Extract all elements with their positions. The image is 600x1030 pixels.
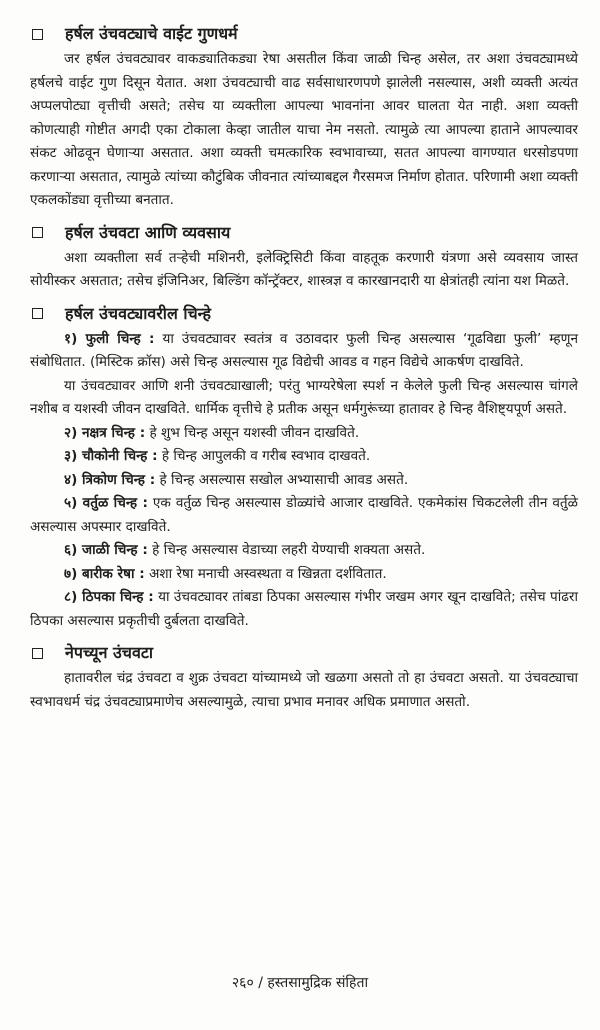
- sign-item: [30, 328, 578, 375]
- heading-text: हर्षल उंचवट्यावरील चिन्हे: [65, 303, 211, 323]
- paragraph: जर हर्षल उंचवट्यावर वाकड्यातिकड्या रेषा असतील किंवा जाळी चिन्ह असेल, तर अशा उंचवट्यामध्ये हर्षलचे वाईट गुण दिसून येतात. अशा उंचवट्याची वाढ सर्वसाधारणपणे झालेली नसल्यास, अशी व्यक्ती अत्यंत अप्पलपोट्या वृत्तीची असते; तसेच या व्यक्तीला आपल्या भावनांना आवर घालता येत नाही. अशा व्यक्ती कोणत्याही गोष्टीत अगदी एका टोकाला केव्हा जातील याचा नेम नसतो. त्यामुळे त्या आपल्या हाताने आपल्यावर संकट ओढवून घेणाऱ्या असतात. अशा व्यक्ती चमत्कारिक स्वभावाच्या, सतत आपल्या वागण्यात धरसोडपणा करणाऱ्या असतात, त्यामुळे त्यांच्या कौटुंबिक जीवनात त्यांच्याबद्दल गैरसमज निर्माण होतात. परिणामी अशा व्यक्ती एकलकोंड्या वृत्तीच्या बनतात.: [30, 51, 578, 208]
- section-harshal-profession: [30, 221, 578, 294]
- sign-term: ५) वर्तुळ चिन्ह :: [64, 495, 148, 511]
- heading-text: नेपच्यून उंचवटा: [65, 643, 154, 662]
- sign-item: [30, 422, 578, 446]
- sign-term: ६) जाळी चिन्ह :: [64, 542, 148, 558]
- sign-text: हे शुभ चिन्ह असून यशस्वी जीवन दाखविते.: [145, 424, 360, 441]
- sign-item: [30, 492, 578, 539]
- square-bullet-icon: [32, 308, 43, 319]
- square-bullet-icon: [32, 648, 43, 659]
- section-heading: [30, 641, 578, 665]
- sign-text: या उंचवट्यावर आणि शनी उंचवट्याखाली; परंतु भाग्यरेषेला स्पर्श न केलेले फुली चिन्ह असल्यास चांगले नशीब व यशस्वी जीवन दाखविते. धार्मिक वृत्तीचे हे प्रतीक असून धर्मगुरूंच्या हातावर हे चिन्ह वैशिष्ट्यपूर्ण असते.: [30, 377, 578, 417]
- sign-term: २) नक्षत्र चिन्ह :: [64, 424, 146, 441]
- sign-text: हे चिन्ह असल्यास सखोल अभ्यासाची आवड असते.: [155, 471, 409, 488]
- section-heading: [30, 302, 578, 326]
- section-neptune-mount: [30, 641, 578, 714]
- sign-item: [30, 586, 578, 633]
- page-footer: २६० / हस्तसामुद्रिक संहिता: [231, 975, 369, 991]
- paragraph: अशा व्यक्तीला सर्व तऱ्हेची मशिनरी, इलेक्ट्रिसिटी किंवा वाहतूक करणारी यंत्रणा असे व्यवसाय जास्त सोयीस्कर असतात; तसेच इंजिनिअर, बिल्डिंग कॉन्ट्रॅक्टर, शास्त्रज्ञ व कारखानदारी या क्षेत्रांतही त्यांना यश मिळते.: [30, 249, 578, 289]
- sign-text: हे चिन्ह असल्यास वेडाच्या लहरी येण्याची शक्यता असते.: [147, 542, 426, 558]
- sign-term: ७) बारीक रेषा :: [64, 565, 145, 582]
- sign-term: १) फुली चिन्ह :: [64, 330, 155, 347]
- sign-item: [30, 539, 578, 563]
- sign-item: [30, 469, 578, 493]
- sign-item: [30, 563, 578, 587]
- sign-term: ४) त्रिकोण चिन्ह :: [64, 471, 156, 488]
- section-heading: [30, 22, 578, 46]
- section-heading: [30, 221, 578, 245]
- heading-text: हर्षल उंचवटा आणि व्यवसाय: [65, 222, 231, 242]
- square-bullet-icon: [32, 29, 43, 40]
- sign-text: अशा रेषा मनाची अस्वस्थता व खिन्नता दर्शवितात.: [144, 565, 387, 582]
- square-bullet-icon: [32, 227, 43, 238]
- sign-text: या उंचवट्यावर स्वतंत्र व उठावदार फुली चिन्ह असल्यास ‘गूढविद्या फुली’ म्हणून संबोधितात. (मिस्टिक क्रॉस) असे चिन्ह असल्यास गूढ विद्येची आवड व गहन विद्येचे आकर्षण दाखविते.: [30, 330, 578, 370]
- sign-item: [30, 445, 578, 469]
- sign-item: [30, 375, 578, 422]
- heading-text: हर्षल उंचवट्याचे वाईट गुणधर्म: [65, 24, 238, 43]
- section-harshal-signs: [30, 302, 578, 634]
- paragraph: हातावरील चंद्र उंचवटा व शुक्र उंचवटा यांच्यामध्ये जो खळगा असतो तो हा उंचवटा असतो. या उंचवट्याचा स्वभावधर्म चंद्र उंचवट्याप्रमाणेच असल्यामुळे, त्याचा प्रभाव मनावर अधिक प्रमाणात असतो.: [30, 670, 578, 710]
- section-harshal-bad-traits: [30, 22, 578, 213]
- sign-text: या उंचवट्यावर तांबडा ठिपका असल्यास गंभीर जखम अगर खून दाखविते; तसेच पांढरा ठिपका असल्यास प्रकृतीची दुर्बलता दाखविते.: [30, 589, 579, 629]
- sign-term: ३) चौकोनी चिन्ह :: [64, 448, 158, 464]
- sign-term: ८) ठिपका चिन्ह :: [64, 589, 154, 605]
- sign-text: हे चिन्ह आपुलकी व गरीब स्वभाव दाखवते.: [157, 448, 371, 464]
- sign-text: एक वर्तुळ चिन्ह असल्यास डोळ्यांचे आजार दाखविते. एकमेकांस चिकटलेली तीन वर्तुळे असल्यास अपस्मार दाखविते.: [30, 495, 578, 535]
